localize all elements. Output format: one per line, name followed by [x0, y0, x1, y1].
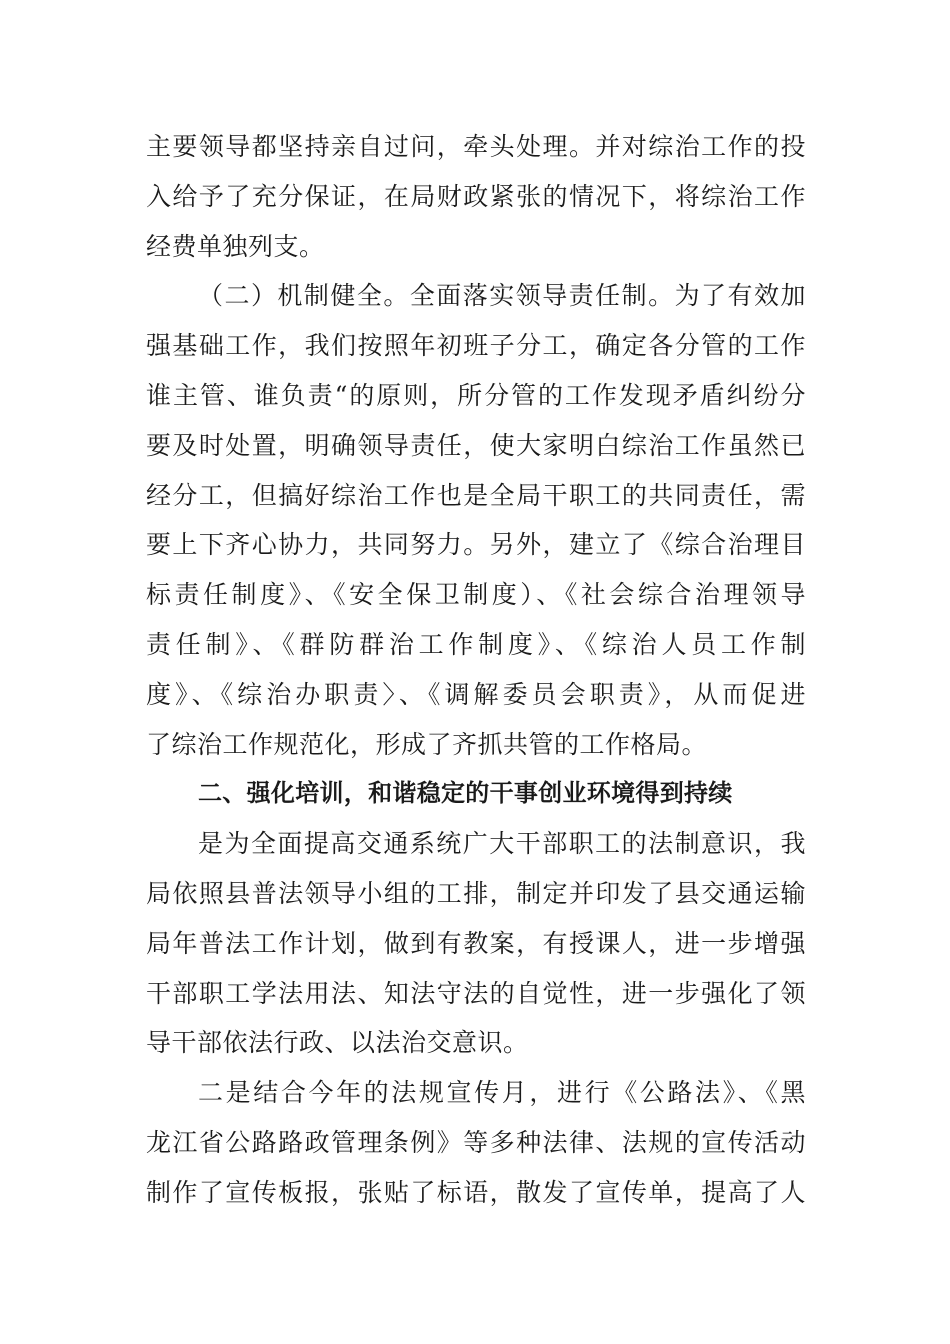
text-line: （二）机制健全。全面落实领导责任制。为了有效加: [198, 281, 806, 311]
paragraph-1: [146, 122, 806, 271]
text-line: 导干部依法行政、以法治交意识。: [146, 1028, 529, 1058]
text-line: 是为全面提高交通系统广大干部职工的法制意识，我: [198, 829, 806, 859]
text-line: 强基础工作，我们按照年初班子分工，确定各分管的工作: [146, 331, 806, 361]
text-line: 经费单独列支。: [146, 231, 325, 261]
text-line: 要上下齐心协力，共同努力。另外，建立了《综合治理目: [146, 530, 806, 560]
text-line: 龙江省公路路政管理条例》等多种法律、法规的宣传活动: [146, 1127, 806, 1157]
paragraph-2: [146, 271, 806, 769]
section-heading-text: 二、强化培训，和谐稳定的干事创业环境得到持续: [198, 779, 733, 808]
text-line: 入给予了充分保证，在局财政紧张的情况下，将综治工作: [146, 181, 806, 211]
text-line: 制作了宣传板报，张贴了标语，散发了宣传单，提高了人: [146, 1177, 806, 1207]
paragraph-4: [146, 1068, 806, 1217]
text-line: 了综治工作规范化，形成了齐抓共管的工作格局。: [146, 729, 708, 759]
section-heading: [146, 769, 806, 819]
paragraph-3: [146, 819, 806, 1068]
text-line: 要及时处置，明确领导责任，使大家明白综治工作虽然已: [146, 430, 806, 460]
text-line: 度》、《综治办职责〉、《调解委员会职责》，从而促进: [146, 679, 806, 709]
document-body: [146, 122, 806, 1218]
text-line: 干部职工学法用法、知法守法的自觉性，进一步强化了领: [146, 978, 806, 1008]
text-line: 局依照县普法领导小组的工排，制定并印发了县交通运输: [146, 878, 806, 908]
text-line: 局年普法工作计划，做到有教案，有授课人，进一步增强: [146, 928, 806, 958]
text-line: 主要领导都坚持亲自过问，牵头处理。并对综治工作的投: [146, 132, 806, 161]
text-line: 谁主管、谁负责“的原则，所分管的工作发现矛盾纠纷分: [146, 380, 806, 410]
text-line: 经分工，但搞好综治工作也是全局干职工的共同责任，需: [146, 480, 806, 510]
text-line: 责任制》、《群防群治工作制度》、《综治人员工作制: [146, 629, 806, 659]
text-line: 标责任制度》、《安全保卫制度）、《社会综合治理领导: [146, 580, 806, 610]
text-line: 二是结合今年的法规宣传月，进行《公路法》、《黑: [198, 1078, 806, 1108]
